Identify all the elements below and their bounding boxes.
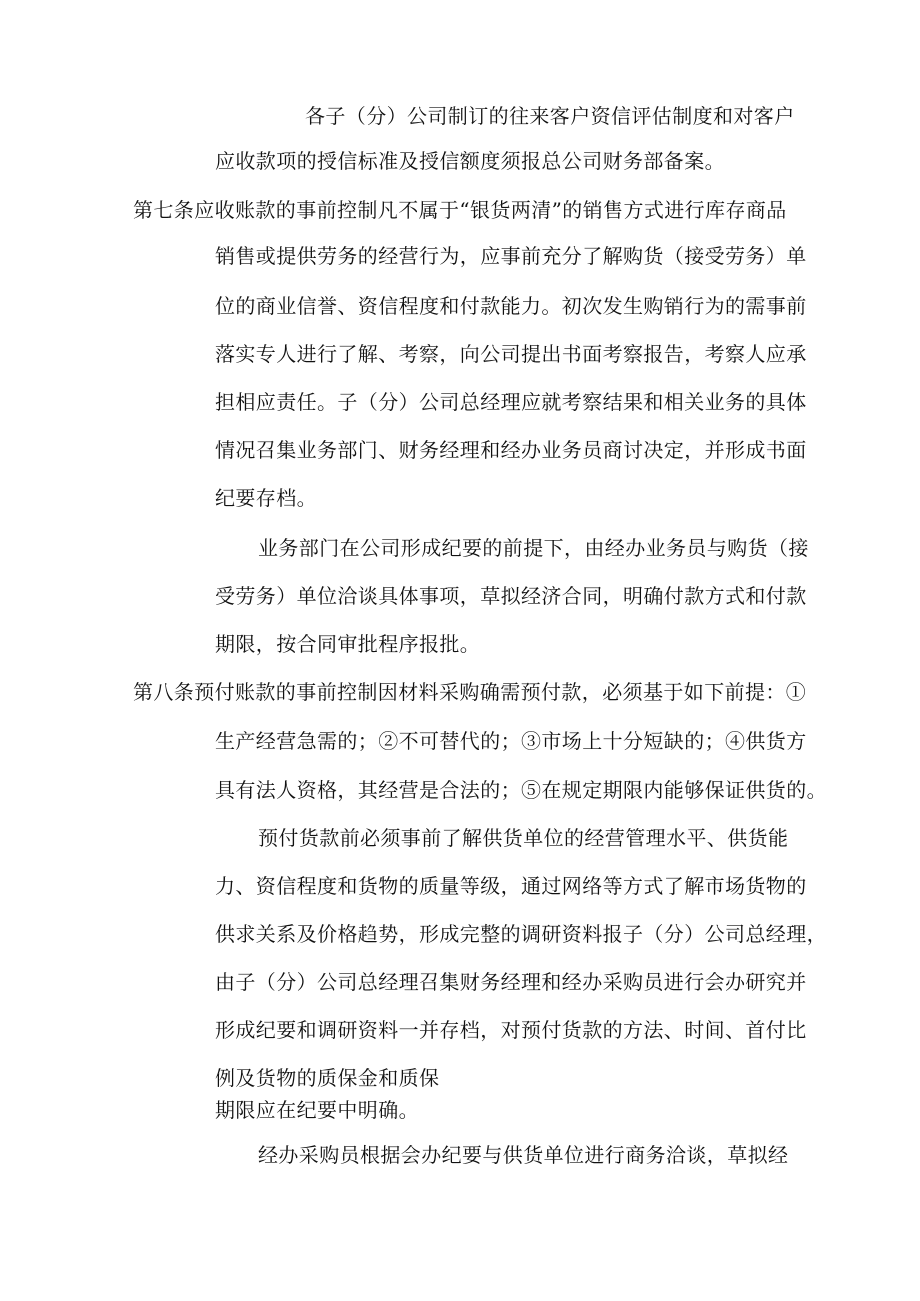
paragraph-line: 落实专人进行了解、考察，向公司提出书面考察报告，考察人应承 (215, 342, 807, 366)
article-7-heading-line: 第七条应收账款的事前控制凡不属于“银货两清”的销售方式进行库存商品 (133, 198, 787, 222)
paragraph-line: 各子（分）公司制订的往来客户资信评估制度和对客户 (305, 104, 795, 128)
paragraph-line: 例及货物的质保金和质保 (215, 1066, 440, 1090)
paragraph-line: 期限，按合同审批程序报批。 (215, 632, 481, 656)
paragraph-line: 预付货款前必须事前了解供货单位的经营管理水平、供货能 (258, 826, 789, 850)
paragraph-line: 形成纪要和调研资料一并存档，对预付货款的方法、时间、首付比 (215, 1018, 807, 1042)
paragraph-line: 供求关系及价格趋势，形成完整的调研资料报子（分）公司总经理， (215, 922, 827, 946)
paragraph-line: 应收款项的授信标准及授信额度须报总公司财务部备案。 (215, 149, 725, 173)
paragraph-line: 业务部门在公司形成纪要的前提下，由经办业务员与购货（接 (258, 536, 809, 560)
paragraph-line: 具有法人资格，其经营是合法的；⑤在规定期限内能够保证供货的。 (215, 778, 827, 802)
paragraph-line: 由子（分）公司总经理召集财务经理和经办采购员进行会办研究并 (215, 970, 807, 994)
paragraph-line: 生产经营急需的；②不可替代的；③市场上十分短缺的；④供货方 (215, 729, 807, 753)
paragraph-line: 情况召集业务部门、财务经理和经办业务员商讨决定，并形成书面 (215, 438, 807, 462)
paragraph-line: 受劳务）单位洽谈具体事项，草拟经济合同，明确付款方式和付款 (215, 584, 807, 608)
paragraph-line: 纪要存档。 (215, 486, 317, 510)
paragraph-line: 担相应责任。子（分）公司总经理应就考察结果和相关业务的具体 (215, 390, 807, 414)
paragraph-line: 位的商业信誉、资信程度和付款能力。初次发生购销行为的需事前 (215, 294, 807, 318)
paragraph-line: 销售或提供劳务的经营行为，应事前充分了解购货（接受劳务）单 (215, 244, 807, 268)
paragraph-line: 力、资信程度和货物的质量等级，通过网络等方式了解市场货物的 (215, 874, 807, 898)
paragraph-line: 经办采购员根据会办纪要与供货单位进行商务洽谈，草拟经 (258, 1143, 789, 1167)
article-8-heading-line: 第八条预付账款的事前控制因材料采购确需预付款，必须基于如下前提：① (133, 680, 807, 704)
paragraph-line: 期限应在纪要中明确。 (215, 1098, 419, 1122)
